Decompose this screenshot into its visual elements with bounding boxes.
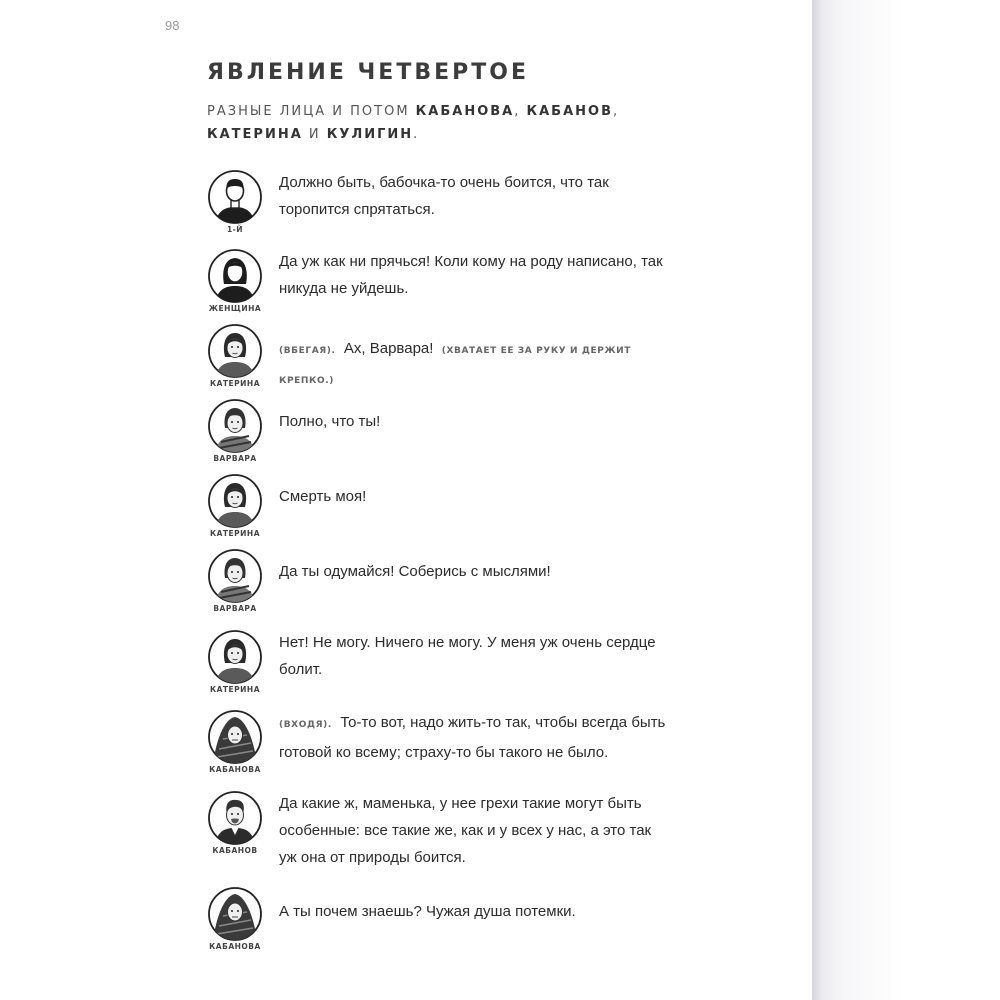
speaker-name: КАБАНОВА — [209, 765, 261, 774]
man-silhouette-icon — [207, 169, 263, 225]
speech-line: Полно, что ты! — [279, 413, 381, 430]
kabanov-portrait-icon — [207, 790, 263, 846]
speaker-name: ВАРВАРА — [213, 604, 257, 613]
speech-text — [279, 709, 669, 766]
subtitle-text: РАЗНЫЕ ЛИЦА И ПОТОМ — [207, 104, 416, 119]
stage-direction: (ХВАТАЕТ ЕЕ ЗА РУКУ И ДЕРЖИТ КРЕПКО.) — [279, 346, 631, 386]
speech-text — [279, 629, 669, 683]
subtitle-name-kuligin: КУЛИГИН — [326, 127, 414, 142]
speaker-name: КАТЕРИНА — [209, 379, 261, 388]
speech-text — [279, 408, 669, 435]
speech-text — [279, 248, 669, 302]
kabanova-portrait-icon — [207, 709, 263, 765]
stage-direction: (ВХОДЯ). — [279, 720, 332, 730]
speech-line: Нет! Не могу. Ничего не могу. У меня уж очень сердце болит. — [279, 634, 656, 678]
speech-block — [207, 709, 667, 774]
subtitle-separator: , — [514, 104, 527, 119]
speaker-name: КАТЕРИНА — [209, 529, 261, 538]
subtitle-name-katerina: КАТЕРИНА — [207, 127, 303, 142]
subtitle-separator: , — [613, 104, 620, 119]
woman-silhouette-icon — [207, 248, 263, 304]
subtitle-name-kabanov: КАБАНОВ — [526, 104, 613, 119]
speech-line: Ах, Варвара! — [343, 340, 434, 357]
speech-line: То-то вот, надо жить-то так, чтобы всегда быть готовой ко всему; страху-то бы такого не было. — [279, 714, 666, 761]
subtitle-conjunction: И — [302, 127, 327, 142]
varvara-portrait-icon — [207, 548, 263, 604]
speech-text — [279, 483, 669, 510]
speech-text — [279, 790, 669, 871]
speech-block — [207, 790, 667, 866]
katerina-portrait-icon — [207, 473, 263, 529]
scene-title: ЯВЛЕНИЕ ЧЕТВЕРТОЕ — [207, 60, 529, 85]
page-number: 98 — [165, 18, 180, 33]
speech-line: Да уж как ни прячься! Коли кому на роду написано, так никуда не уйдешь. — [279, 253, 663, 297]
speech-line: Да какие ж, маменька, у нее грехи такие могут быть особенные: все такие же, как и у всех у нас, а это так уж она от природы боится. — [279, 795, 652, 866]
speaker-name: 1-Й — [226, 225, 244, 234]
speech-block — [207, 886, 667, 951]
speech-text — [279, 169, 669, 223]
speech-block — [207, 473, 667, 538]
speech-text — [279, 335, 669, 395]
speech-line: Должно быть, бабочка-то очень боится, что так торопится спрятаться. — [279, 174, 609, 218]
speech-block — [207, 169, 667, 234]
scene-subtitle — [207, 100, 677, 146]
speech-line: Да ты одумайся! Соберись с мыслями! — [279, 563, 551, 580]
speech-line: А ты почем знаешь? Чужая душа потемки. — [279, 903, 576, 920]
speaker-name: КАБАНОВА — [209, 942, 261, 951]
varvara-portrait-icon — [207, 398, 263, 454]
speech-block — [207, 323, 667, 388]
katerina-portrait-icon — [207, 323, 263, 379]
speaker-name: КАТЕРИНА — [209, 685, 261, 694]
speaker-name: ЖЕНЩИНА — [208, 304, 262, 313]
speaker-name: КАБАНОВ — [212, 846, 258, 855]
subtitle-end: . — [413, 127, 420, 142]
speaker-name: ВАРВАРА — [213, 454, 257, 463]
speech-line: Смерть моя! — [279, 488, 367, 505]
speech-text — [279, 558, 669, 585]
stage-direction: (ВБЕГАЯ). — [279, 346, 336, 356]
speech-text — [279, 898, 669, 925]
speech-block — [207, 629, 667, 694]
subtitle-name-kabanova: КАБАНОВА — [415, 104, 515, 119]
speech-block — [207, 548, 667, 613]
katerina-portrait-icon — [207, 629, 263, 685]
speech-block — [207, 398, 667, 463]
kabanova-portrait-icon — [207, 886, 263, 942]
speech-block — [207, 248, 667, 313]
page-edge-shadow — [812, 0, 1000, 1000]
